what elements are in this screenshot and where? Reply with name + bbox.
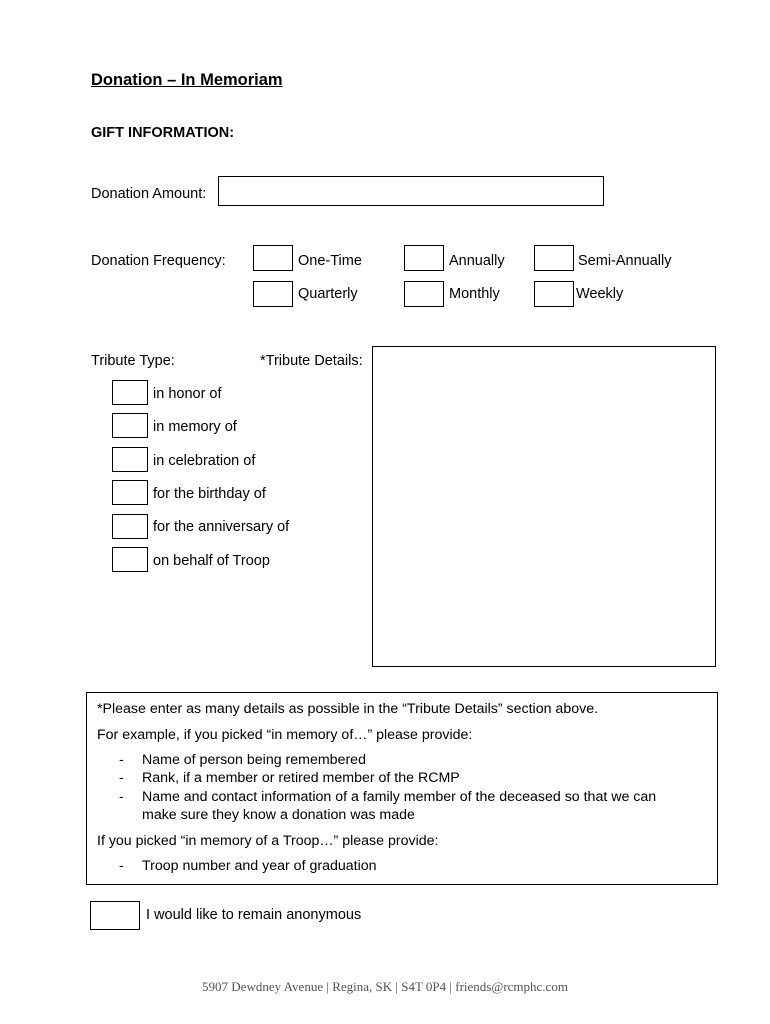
in-memory-of-label: in memory of (153, 419, 237, 435)
in-celebration-of-label: in celebration of (153, 453, 256, 469)
annually-label: Annually (449, 253, 505, 269)
one-time-label: One-Time (298, 253, 362, 269)
birthday-label: for the birthday of (153, 486, 266, 502)
anniversary-checkbox[interactable] (112, 514, 148, 539)
instructions-line-3: If you picked “in memory of a Troop…” please provide: (97, 833, 439, 849)
instructions-box (86, 692, 718, 885)
monthly-label: Monthly (449, 286, 500, 302)
bullet-dash: - (119, 789, 124, 805)
donation-frequency-label: Donation Frequency: (91, 253, 226, 269)
bullet-item: Rank, if a member or retired member of the RCMP (142, 770, 460, 786)
quarterly-checkbox[interactable] (253, 281, 293, 307)
annually-checkbox[interactable] (404, 245, 444, 271)
one-time-checkbox[interactable] (253, 245, 293, 271)
anonymous-label: I would like to remain anonymous (146, 907, 362, 923)
in-honor-of-checkbox[interactable] (112, 380, 148, 405)
weekly-label: Weekly (576, 286, 624, 302)
quarterly-label: Quarterly (298, 286, 358, 302)
in-celebration-of-checkbox[interactable] (112, 447, 148, 472)
bullet-item: Troop number and year of graduation (142, 858, 377, 874)
bullet-item: Name and contact information of a family member of the deceased so that we can (142, 789, 657, 805)
anniversary-label: for the anniversary of (153, 519, 290, 535)
in-memory-of-checkbox[interactable] (112, 413, 148, 438)
instructions-line-1: *Please enter as many details as possible in the “Tribute Details” section above. (97, 701, 599, 717)
birthday-checkbox[interactable] (112, 480, 148, 505)
bullet-dash: - (119, 752, 124, 768)
form-title: Donation – In Memoriam (91, 71, 283, 89)
bullet-dash: - (119, 858, 124, 874)
troop-checkbox[interactable] (112, 547, 148, 572)
bullet-item-continuation: make sure they know a donation was made (142, 807, 415, 823)
instructions-line-2: For example, if you picked “in memory of…” please provide: (97, 727, 473, 743)
tribute-type-label: Tribute Type: (91, 353, 175, 369)
in-honor-of-label: in honor of (153, 386, 222, 402)
donation-amount-label: Donation Amount: (91, 186, 207, 202)
footer-address: 5907 Dewdney Avenue | Regina, SK | S4T 0P4 | friends@rcmphc.com (202, 979, 568, 994)
section-heading: GIFT INFORMATION: (91, 125, 235, 141)
weekly-checkbox[interactable] (534, 281, 574, 307)
tribute-details-label: *Tribute Details: (260, 353, 363, 369)
troop-label: on behalf of Troop (153, 553, 270, 569)
monthly-checkbox[interactable] (404, 281, 444, 307)
anonymous-checkbox[interactable] (90, 901, 140, 930)
tribute-details-field[interactable] (372, 346, 716, 667)
bullet-dash: - (119, 770, 124, 786)
semi-annually-label: Semi-Annually (578, 253, 672, 269)
bullet-item: Name of person being remembered (142, 752, 366, 768)
donation-amount-field[interactable] (218, 176, 604, 206)
semi-annually-checkbox[interactable] (534, 245, 574, 271)
